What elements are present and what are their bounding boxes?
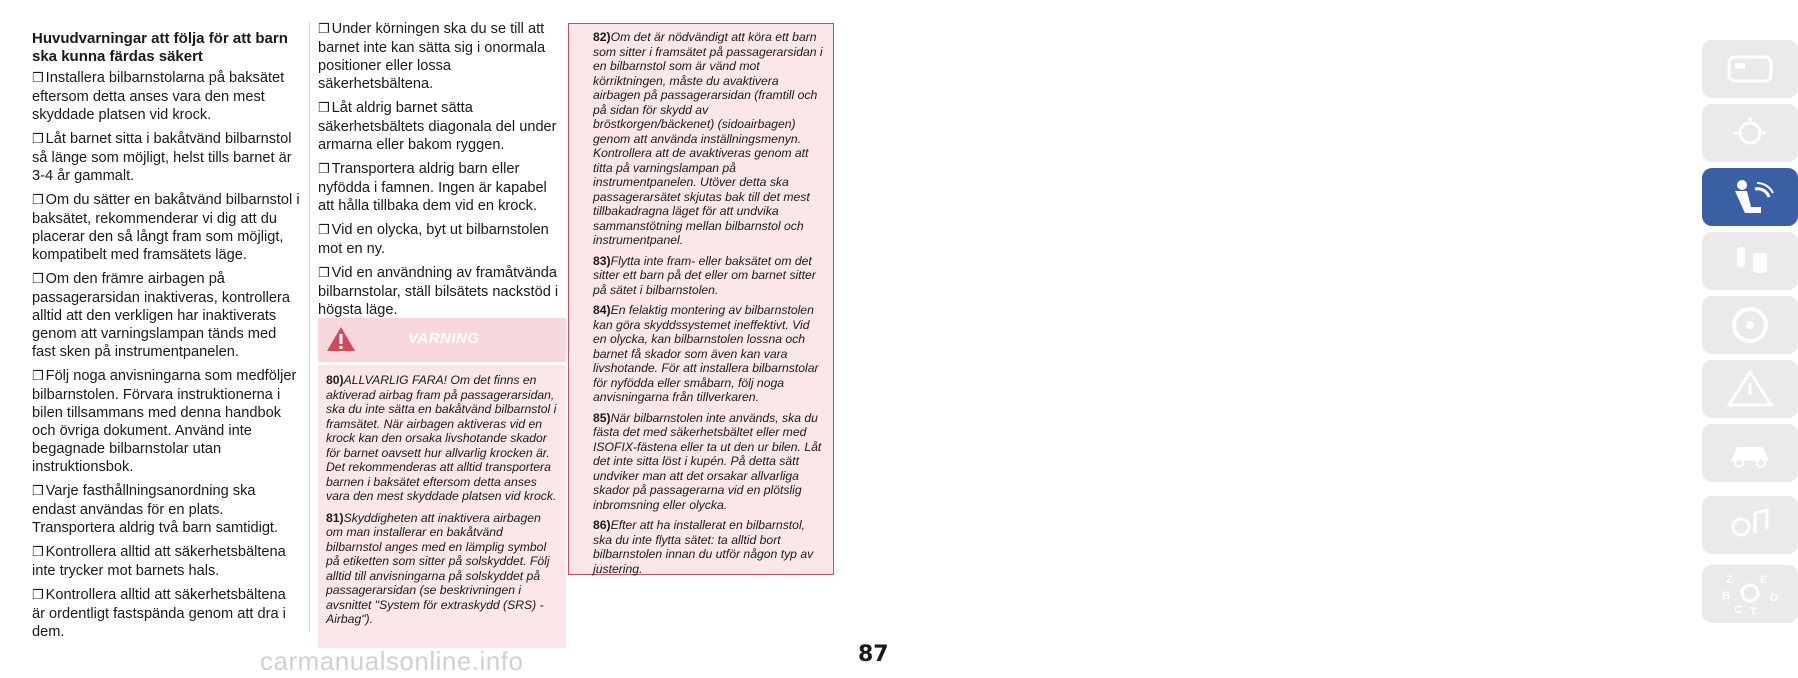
svg-text:D: D: [1770, 592, 1778, 604]
tab-dashboard[interactable]: [1702, 40, 1798, 98]
checkbox-bullet-icon: ❒: [32, 193, 44, 208]
list-item: ❒ Låt aldrig barnet sätta säkerhetsbältets diagonala del under armarna eller bakom ryggen.: [318, 100, 557, 153]
list-item: ❒ Installera bilbarnstolarna på baksätet eftersom detta anses vara den mest skyddade platsen vid krock.: [32, 70, 285, 123]
list-item: ❒ Låt barnet sitta i bakåtvänd bilbarnstol så länge som möjligt, helst tills barnet är 3-4 år gammalt.: [32, 131, 292, 184]
column-middle: [318, 20, 562, 325]
warning-item: 84)En felaktig montering av bilbarnstolen kan göra skyddssystemet ineffektivt. Vid en olycka, kan bilbarnstolen lossna och barnet få skador som även kan vara livshotande. För att installera bilbarnstolar för nyfödda eller småbarn, följ noga anvisningarna från tillverkaren.: [593, 303, 819, 404]
airbag-seat-icon: [1725, 177, 1775, 217]
list-item: ❒ Om den främre airbagen på passagerarsidan inaktiveras, kontrollera alltid att den verkligen har inaktiverats genom att varningslampan tänds med fast sken på instrumentpanelen.: [32, 271, 290, 360]
list-item: ❒ Kontrollera alltid att säkerhetsbältena inte trycker mot barnets hals.: [32, 544, 286, 579]
page-number: 87: [858, 642, 889, 667]
list-item: ❒ Vid en olycka, byt ut bilbarnstolen mot en ny.: [318, 222, 549, 257]
multimedia-icon: [1725, 505, 1775, 545]
road-warning-icon: [1725, 369, 1775, 409]
list-item: ❒ Varje fasthållningsanordning ska endast användas för en plats. Transportera aldrig två barn samtidigt.: [32, 483, 279, 536]
tab-multimedia[interactable]: [1702, 496, 1798, 554]
checkbox-bullet-icon: ❒: [318, 22, 330, 37]
checkbox-bullet-icon: ❒: [32, 369, 44, 384]
checkbox-bullet-icon: ❒: [318, 223, 330, 238]
checkbox-bullet-icon: ❒: [32, 484, 44, 499]
list-item: ❒ Följ noga anvisningarna som medföljer bilbarnstolen. Förvara instruktionerna i bilen tillsammans med denna handbok och övriga dokument. Använd inte begagnade bilbarnstolar utan instruktionsbok.: [32, 368, 297, 475]
tab-index[interactable]: [1702, 565, 1798, 623]
list-item: ❒ Om du sätter en bakåtvänd bilbarnstol i baksätet, rekommenderar vi dig att du placerar den så långt fram som möjligt, kompatibelt med framsätets läge.: [32, 192, 300, 263]
tab-maintenance[interactable]: [1702, 424, 1798, 482]
warning-item: 80)ALLVARLIG FARA! Om det finns en aktiverad airbag fram på passagerarsidan, ska du inte sätta en bakåtvänd bilbarnstol i framsätet. När airbagen aktiveras vid en krock kan den orsaka livshotande skador för barnet oavsett hur allvarlig krocken är. Det rekommenderas att alltid transportera barnen i baksätet eftersom detta anses vara den mest skyddade platsen vid krock.: [326, 373, 557, 503]
section-heading: Huvudvarningar att följa för att barn ska kunna färdas säkert: [32, 30, 288, 65]
warning-item: 86)Efter att ha installerat en bilbarnstol, ska du inte flytta sätet: ta alltid bort bilbarnstolen innan du utför någon typ av justering.: [593, 518, 814, 576]
warning-lights-icon: [1725, 115, 1775, 151]
tab-driving[interactable]: [1702, 296, 1798, 354]
list-item: ❒ Transportera aldrig barn eller nyfödda i famnen. Ingen är kapabel att hålla tillbaka dem vid en krock.: [318, 161, 547, 214]
tab-warning-lights[interactable]: [1702, 104, 1798, 162]
warning-body: [326, 373, 560, 634]
checkbox-bullet-icon: ❒: [318, 101, 330, 116]
warning-title: VARNING: [408, 330, 480, 347]
tab-starting[interactable]: [1702, 232, 1798, 290]
warning-triangle-icon: [326, 326, 356, 352]
tab-emergency[interactable]: [1702, 360, 1798, 418]
warning-item: 82)Om det är nödvändigt att köra ett barn som sitter i framsätet på passagerarsidan i en bilbarnstol som är vänd mot körriktningen, måste du avaktivera airbagen på passagerarsidan (framtill och på sidan för skydd av bröstkorgen/bäckenet) (sidoairbagen) genom att använda inställningsmenyn. Kontrollera att de avaktiveras genom att titta på varningslampan på instrumentpanelen. Utöver detta ska passagerarsätet skjutas bak till det mest tillbakadragna läget för att undvika sammanstötning mellan bilbarnstol och instrumentpanel.: [593, 30, 823, 247]
checkbox-bullet-icon: ❒: [32, 588, 44, 603]
svg-text:T: T: [1750, 606, 1757, 618]
list-item: ❒ Vid en användning av framåtvända bilbarnstolar, ställ bilsätets nackstöd i högsta läge.: [318, 265, 559, 318]
tab-safety[interactable]: [1702, 168, 1798, 226]
chapter-sidebar: [846, 0, 1778, 678]
warning-notes-body: [593, 30, 825, 582]
svg-text:C: C: [1734, 604, 1742, 616]
svg-text:B: B: [1722, 590, 1730, 602]
list-item: ❒ Kontrollera alltid att säkerhetsbältena är ordentligt fastspända genom att dra i dem.: [32, 587, 286, 640]
svg-text:Z: Z: [1726, 574, 1733, 586]
svg-text:E: E: [1760, 574, 1768, 586]
checkbox-bullet-icon: ❒: [318, 162, 330, 177]
column-divider: [309, 22, 310, 632]
list-item: ❒ Under körningen ska du se till att barnet inte kan sätta sig i onormala positioner eller lossa säkerhetsbältena.: [318, 21, 546, 92]
checkbox-bullet-icon: ❒: [32, 272, 44, 287]
column-left: [32, 30, 302, 647]
warning-item: 83)Flytta inte fram- eller baksätet om det sitter ett barn på det eller om barnet sitter på sätet i bilbarnstolen.: [593, 253, 816, 297]
checkbox-bullet-icon: ❒: [32, 545, 44, 560]
warning-item: 85)När bilbarnstolen inte används, ska du fästa det med säkerhetsbältet eller med ISOFIX-fästena eller ta ut den ur bilen. Låt det inte sitta löst i kupén. På detta sätt undviker man att det orsakar allvarliga skador på passagerarna vid en plötslig inbromsning eller olycka.: [593, 410, 822, 512]
checkbox-bullet-icon: ❒: [32, 71, 44, 86]
warning-item: 81)Skyddigheten att inaktivera airbagen om man installerar en bakåtvänd bilbarnstol anges med en lämplig symbol på etiketten som sitter på solskyddet. Följ alltid till anvisningarna på solskyddet på passagerarsidan (se beskrivningen i avsnittet "System för extraskydd (SRS) - Airbag").: [326, 510, 550, 626]
checkbox-bullet-icon: ❒: [318, 266, 330, 281]
car-tools-icon: [1725, 433, 1775, 473]
warning-header: [318, 318, 566, 362]
watermark: carmanualsonline.info: [260, 646, 524, 676]
key-seat-icon: [1725, 243, 1775, 279]
steering-wheel-icon: [1725, 305, 1775, 345]
car-dashboard-icon: [1725, 51, 1775, 87]
checkbox-bullet-icon: ❒: [32, 132, 44, 147]
alphabet-index-icon: [1720, 571, 1780, 617]
